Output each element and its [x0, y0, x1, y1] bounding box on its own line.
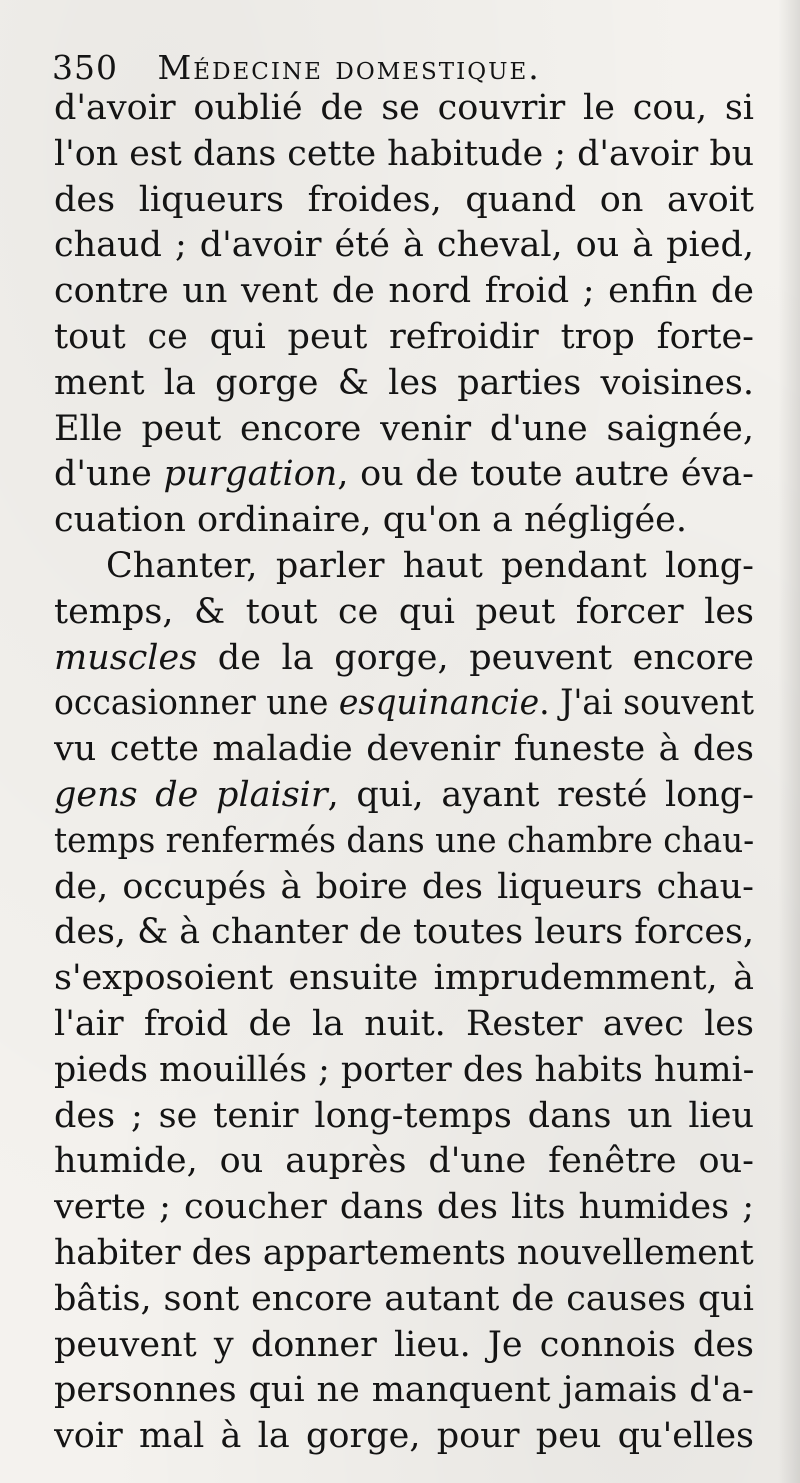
text-line: temps, & tout ce qui peut forcer les — [54, 591, 754, 632]
text-line: occasionner une esquinancie. J'ai souvent — [54, 683, 754, 724]
text-line: cuation ordinaire, qu'on a négligée. — [54, 500, 688, 541]
text-line: de, occupés à boire des liqueurs chau- — [54, 866, 754, 907]
text-line: chaud ; d'avoir été à cheval, ou à pied, — [54, 225, 754, 266]
text-line: Chanter, parler haut pendant long- — [106, 545, 754, 586]
italic-term: purgation — [163, 454, 338, 495]
text-line: des ; se tenir long-temps dans un lieu — [54, 1095, 754, 1136]
page-edge-shadow — [778, 0, 800, 1483]
italic-term: esquinancie — [338, 683, 540, 724]
italic-term: gens de plaisir — [54, 774, 328, 815]
italic-term: muscles — [54, 637, 198, 678]
text-line: voir mal à la gorge, pour peu qu'elles — [54, 1416, 754, 1457]
text-line: temps renfermés dans une chambre chau- — [54, 820, 754, 861]
running-title: Médecine domestique. — [157, 48, 541, 87]
text-line: contre un vent de nord froid ; enfin de — [54, 271, 754, 312]
text-line: pieds mouillés ; porter des habits humi- — [54, 1049, 754, 1090]
text-line: humide, ou auprès d'une fenêtre ou- — [54, 1141, 754, 1182]
text-line: tout ce qui peut refroidir trop forte- — [54, 316, 754, 357]
text-line: vu cette maladie devenir funeste à des — [54, 729, 754, 770]
text-line: peuvent y donner lieu. Je connois des — [54, 1324, 754, 1365]
text-line: l'on est dans cette habitude ; d'avoir bu — [54, 133, 754, 174]
text-line: habiter des appartements nouvellement — [54, 1232, 754, 1273]
text-line: d'avoir oublié de se couvrir le cou, si — [54, 88, 754, 128]
text-line: ment la gorge & les parties voisines. — [54, 362, 754, 403]
text-line: Elle peut encore venir d'une saignée, — [54, 408, 754, 449]
text-line: personnes qui ne manquent jamais d'a- — [54, 1370, 754, 1411]
text-line: gens de plaisir, qui, ayant resté long- — [54, 774, 754, 815]
text-line: verte ; coucher dans des lits humides ; — [54, 1187, 754, 1228]
text-line: des liqueurs froides, quand on avoit — [54, 179, 754, 220]
text-line: d'une purgation, ou de toute autre éva- — [54, 454, 754, 495]
text-line: s'exposoient ensuite imprudemment, à — [54, 958, 754, 999]
text-line: l'air froid de la nuit. Rester avec les — [54, 1003, 754, 1044]
text-line: muscles de la gorge, peuvent encore — [54, 637, 754, 678]
body-text — [54, 86, 754, 1460]
running-header — [52, 44, 752, 92]
page-number: 350 — [52, 48, 118, 87]
text-line: bâtis, sont encore autant de causes qui — [54, 1278, 754, 1319]
text-line: des, & à chanter de toutes leurs forces, — [54, 912, 754, 953]
